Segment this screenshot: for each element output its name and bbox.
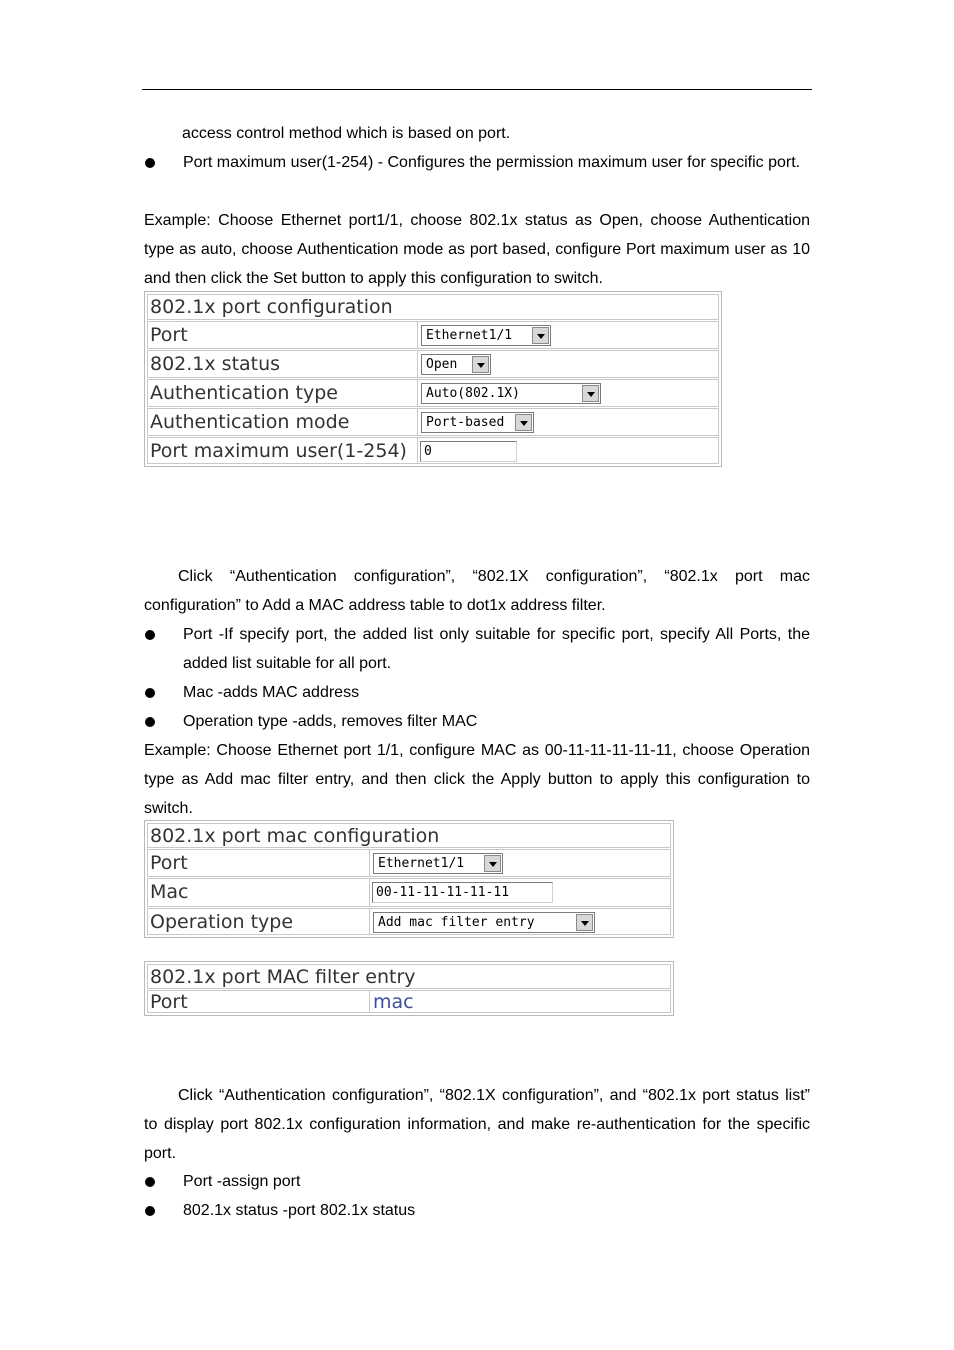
bullet-icon: [145, 717, 155, 727]
auth-type-select[interactable]: [421, 383, 601, 404]
chevron-down-icon[interactable]: [515, 414, 532, 431]
form-title: 802.1x port MAC filter entry: [150, 966, 416, 988]
mac-config-form: [144, 820, 674, 938]
status-value-cell: [419, 351, 718, 377]
filter-mac-header-cell: [371, 991, 670, 1012]
bullet-icon: [145, 1206, 155, 1216]
table-row: [147, 878, 671, 907]
bullet-icon: [145, 688, 155, 698]
list-item: [144, 1196, 810, 1225]
bullet-text: Mac -adds MAC address: [183, 684, 360, 701]
chevron-down-icon[interactable]: [532, 327, 549, 344]
table-row: [147, 321, 719, 349]
port-value-cell: [419, 322, 718, 348]
max-user-label: Port maximum user(1-254): [148, 438, 418, 463]
operation-type-label: Operation type: [148, 909, 370, 934]
bullet-text: 802.1x status -port 802.1x status: [183, 1202, 416, 1219]
bullet-text: Port maximum user(1-254) - Configures the permission maximum user for specific port.: [183, 154, 801, 171]
table-row: [147, 990, 671, 1013]
chevron-down-icon[interactable]: [576, 914, 593, 931]
form-header-row: [147, 823, 671, 848]
port-select-value: Ethernet1/1: [426, 328, 513, 343]
auth-mode-value-cell: [419, 409, 718, 435]
auth-type-value-cell: [419, 380, 718, 406]
port-select[interactable]: [421, 325, 551, 346]
bullet-text: Operation type -adds, removes filter MAC: [183, 713, 478, 730]
mac-intro-paragraph: Click “Authentication configuration”, “802.1X configuration”, “802.1x port mac configuration” to Add a MAC address table to dot1x address filter.: [144, 568, 810, 614]
auth-type-label: Authentication type: [148, 380, 418, 406]
filter-mac-header: mac: [373, 991, 414, 1013]
form-title: 802.1x port configuration: [150, 296, 393, 318]
table-row: [147, 350, 719, 378]
auth-mode-label: Authentication mode: [148, 409, 418, 435]
bullet-icon: [145, 630, 155, 640]
table-row: [147, 849, 671, 877]
header-rule: [142, 89, 812, 90]
table-row: [147, 437, 719, 464]
form-title: 802.1x port mac configuration: [150, 825, 440, 847]
status-select[interactable]: [421, 354, 491, 375]
status-label: 802.1x status: [148, 351, 418, 377]
auth-type-select-value: Auto(802.1X): [426, 386, 520, 401]
chevron-down-icon[interactable]: [582, 385, 599, 402]
bullet-icon: [145, 1177, 155, 1187]
list-item: [144, 707, 810, 736]
chevron-down-icon[interactable]: [472, 356, 489, 373]
auth-mode-select[interactable]: [421, 412, 534, 433]
port-label: Port: [148, 322, 418, 348]
auth-mode-select-value: Port-based: [426, 415, 505, 430]
mac-filter-table: [144, 961, 674, 1016]
bullet-text: Port -If specify port, the added list only suitable for specific port, specify All Ports, the added list suitable for all port.: [183, 626, 810, 672]
list-item: [144, 1167, 810, 1196]
operation-type-value-cell: [371, 909, 670, 934]
list-item: [144, 620, 810, 678]
port-config-form: [144, 291, 722, 467]
mac-port-select[interactable]: [373, 853, 503, 874]
bullet-text: Port -assign port: [183, 1173, 301, 1190]
mac-port-value-cell: [371, 850, 670, 876]
max-user-value-cell: [419, 438, 718, 463]
operation-type-select[interactable]: [373, 912, 595, 933]
mac-input[interactable]: 00-11-11-11-11-11: [372, 882, 553, 903]
table-row: [147, 379, 719, 407]
list-item: [144, 678, 810, 707]
form-header-row: [147, 294, 719, 320]
list-item: [144, 148, 810, 177]
example-paragraph: Example: Choose Ethernet port1/1, choose 802.1x status as Open, choose Authentication type as auto, choose Authentication mode as port based, configure Port maximum user as 10 and then click the Set button to apply this configuration to switch.: [144, 212, 810, 287]
table-row: [147, 408, 719, 436]
mac-port-select-value: Ethernet1/1: [378, 856, 465, 871]
intro-line: access control method which is based on port.: [182, 125, 511, 142]
filter-port-header: Port: [148, 991, 370, 1012]
table-row: [147, 908, 671, 935]
status-intro-paragraph: Click “Authentication configuration”, “802.1X configuration”, and “802.1x port status list” to display port 802.1x configuration information, and make re-authentication for the specific port.: [144, 1087, 810, 1162]
form-header-row: [147, 964, 671, 989]
mac-value-cell: [371, 879, 670, 906]
mac-port-label: Port: [148, 850, 370, 876]
chevron-down-icon[interactable]: [484, 855, 501, 872]
operation-type-select-value: Add mac filter entry: [378, 915, 535, 930]
mac-example-paragraph: Example: Choose Ethernet port 1/1, configure MAC as 00-11-11-11-11-11, choose Operation type as Add mac filter entry, and then click the Apply button to apply this configuration to switch.: [144, 742, 810, 817]
max-user-input[interactable]: 0: [420, 441, 517, 462]
mac-label: Mac: [148, 879, 370, 906]
bullet-icon: [145, 158, 155, 168]
status-select-value: Open: [426, 357, 458, 372]
